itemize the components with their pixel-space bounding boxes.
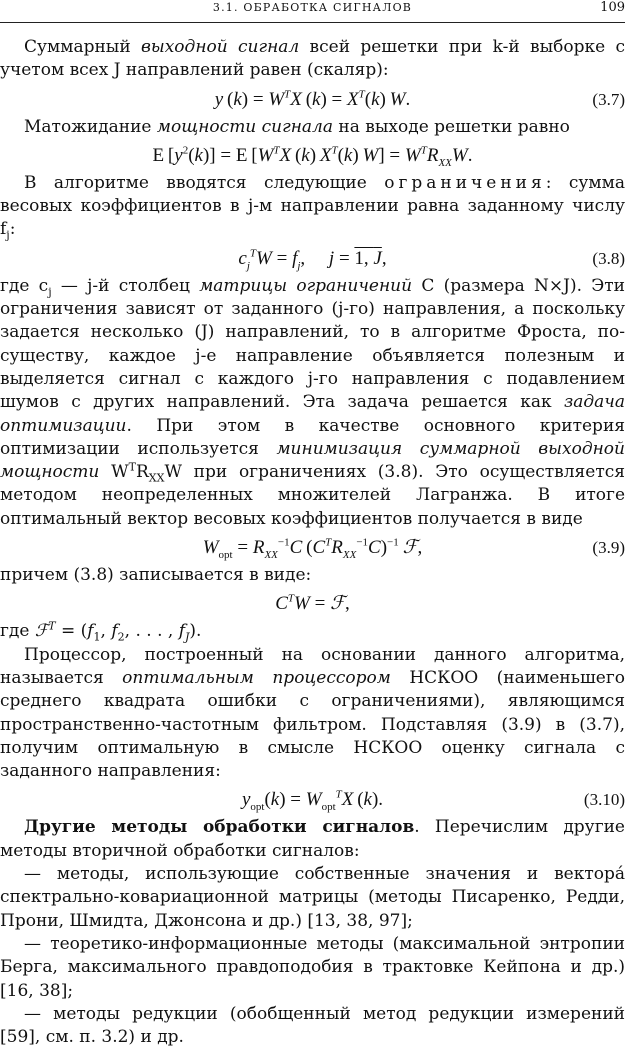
paragraph-output-signal: Суммарный выходной сигнал всей решетки при k-й выборке с учетом всех J направлений равен (скаляр): [0,37,625,81]
section-run-in-heading: Другие методы обработки сигналов [24,817,415,838]
term-power-minimization: минимизация суммарной выходной мощности [0,438,625,483]
paragraph-where-f: где ℱ$^T$ = ($f_1$, $f_2$, . . . , $f_J$). [0,619,202,644]
equation-3-8: $c_j^TW = f_j$, j = 1, J, (3.8) [0,242,625,275]
page-body [0,36,625,1049]
paragraph-constraints: В алгоритме вводятся следующие ограничения: сумма весовых коэффициентов в j-м направлении равна заданному числу $f_j$: [0,172,625,242]
term-signal-power: мощности сигнала [156,116,334,137]
running-head: 3.1. ОБРАБОТКА СИГНАЛОВ [212,1,413,14]
term-optimization-problem: задача оптимизации [0,392,625,436]
equation-3-7: y $(k) = W^TX$ $(k) = X^T(k)$ W. (3.7) [0,83,625,116]
paragraph-processor: Процессор, построенный на основании данного алгоритма, называется оптимальным процессором НСКОО (наименьшего среднего квадрата ошибки с ограничениями), являющимся пространственно-частотным фильтром. Подставляя (3.9) в (3.7), получим оптимальную в смысле НСКОО оценку сигнала с заданного направления: [0,644,625,782]
equation-constraint-form: $C^TW$ = ℱ, [275,593,350,615]
equation-number: (3.7) [592,89,625,109]
paragraph-frost-algorithm: где $c_j$ — j-й столбец матрицы ограничений C (размера N×J). Эти ограничения зависят от заданного (j-го) направления, а поскольку задается несколько (J) направлений, то в алгоритме Фроста, по-существу, каждое j-е направление объявляется полезным и выделяется сигнал с каждого j-го направления с подавлением шумов с других направлений. Эта задача решается как задача оптимизации. При этом в качестве основного критерия оптимизации используется минимизация суммарной выходной мощности $W^TR_{XX}W$ при ограничениях (3.8). Это осуществляется методом неопределенных множителей Лагранжа. В итоге оптимальный вектор весовых коэффициентов получается в виде [0,275,625,529]
list-item-reduction-methods: — методы редукции (обобщенный метод редукции измерений [59], см. п. 3.2) и др. [0,1003,625,1048]
equation-3-10: $y_{opt}(k) = W_{opt}^TX$ (k). (3.10) [0,783,625,816]
term-constraint-matrix: матрицы ограничений [199,275,413,296]
paragraph-other-methods: Другие методы обработки сигналов. Перечислим другие методы вторичной обработки сигналов: [0,817,625,861]
paragraph-signal-power: Матожидание мощности сигнала на выходе решетки равно [24,116,570,137]
equation-number: (3.10) [583,790,625,810]
paragraph-rewritten: причем (3.8) записывается в виде: [0,565,312,586]
equation-number: (3.8) [592,248,625,268]
list-item-eigen-methods: — методы, использующие собственные значения и вектора́ спектрально-ковариационной матрицы (методы Писаренко, Редди, Прони, Шмидта, Джонсона и др.) [13, 38, 97]; [0,864,625,931]
equation-3-9: $W_{opt} = R_{XX}^{-1}C$ $(C^TR_{XX}^{-1}C)^{-1}$ ℱ, (3.9) [0,531,625,564]
spaced-term-constraints: ограничения [384,172,546,193]
term-output-signal: выходной сигнал [140,37,300,57]
equation-expectation: E $[y^2(k)] = E$ [$W^TX$ (k) $X^T(k) W] = W^TR_{XX}W$. [152,144,473,169]
term-optimal-processor: оптимальным процессором [122,667,391,688]
page-header [0,0,625,23]
list-item-information-methods: — теоретико-информационные методы (максимальной энтропии Берга, максимального правдоподобия в трактовке Кейпона и др.) [16, 38]; [0,933,625,1001]
equation-number: (3.9) [592,538,625,558]
page-number: 109 [600,0,625,15]
